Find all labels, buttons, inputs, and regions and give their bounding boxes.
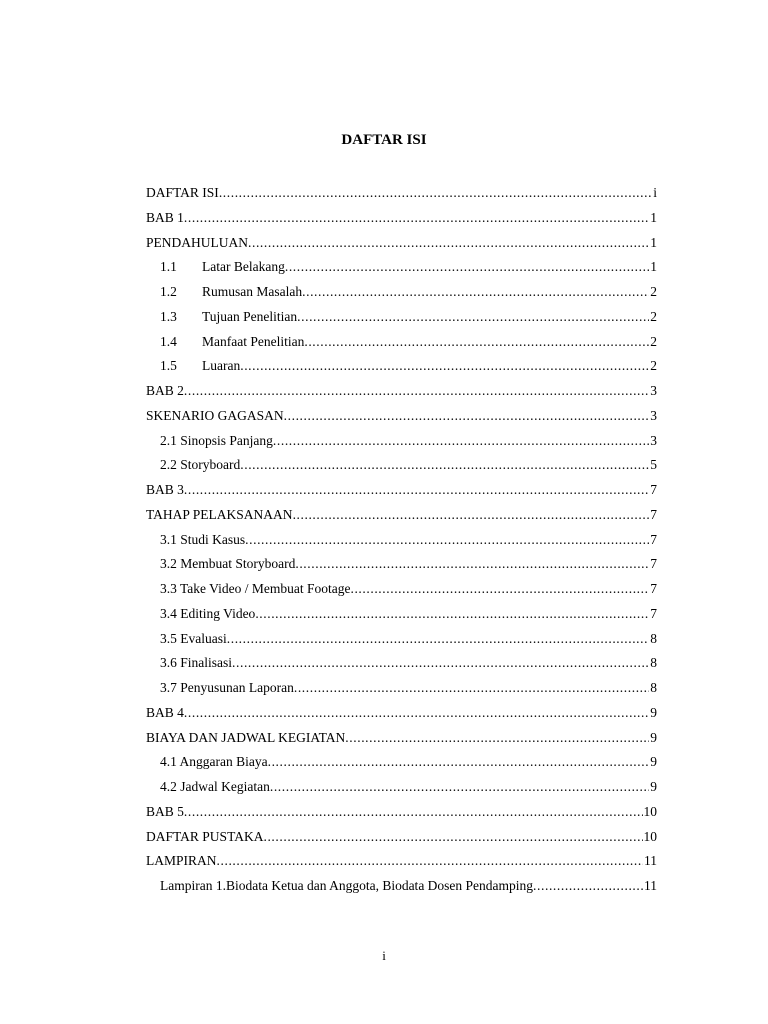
toc-entry-label: 3.5 Evaluasi	[160, 630, 227, 646]
toc-entry-label: Manfaat Penelitian	[202, 333, 305, 349]
table-of-contents	[146, 184, 657, 902]
dot-leader	[304, 333, 649, 351]
toc-entry[interactable]	[146, 456, 657, 481]
toc-entry[interactable]	[146, 654, 657, 679]
toc-entry-page-number: 8	[650, 655, 657, 671]
toc-entry-number: 1.5	[160, 358, 177, 374]
dot-leader	[255, 605, 649, 623]
toc-entry-page-number: 7	[650, 605, 657, 621]
toc-entry[interactable]	[146, 555, 657, 580]
dot-leader	[184, 481, 649, 499]
toc-entry-label: BAB 2	[146, 383, 184, 398]
toc-entry[interactable]	[146, 605, 657, 630]
toc-entry[interactable]	[146, 258, 657, 283]
toc-entry[interactable]	[146, 580, 657, 605]
toc-entry[interactable]	[146, 432, 657, 457]
dot-leader	[284, 407, 650, 425]
toc-entry[interactable]	[146, 778, 657, 803]
dot-leader	[217, 852, 643, 870]
toc-entry-page-number: 9	[650, 754, 657, 770]
toc-entry-label: 2.2 Storyboard	[160, 457, 241, 473]
toc-entry[interactable]	[146, 803, 657, 828]
toc-entry-label: BIAYA DAN JADWAL KEGIATAN	[146, 729, 346, 745]
toc-entry-label: TAHAP PELAKSANAAN	[146, 506, 293, 522]
toc-entry-label: PENDAHULUAN	[146, 234, 248, 250]
toc-entry-page-number: 10	[643, 828, 657, 844]
toc-entry[interactable]	[146, 753, 657, 778]
dot-leader	[184, 803, 643, 821]
toc-entry[interactable]	[146, 333, 657, 358]
dot-leader	[184, 382, 649, 400]
dot-leader	[533, 877, 643, 895]
dot-leader	[297, 308, 649, 326]
toc-entry-page-number: 3	[650, 432, 657, 448]
toc-entry[interactable]	[146, 308, 657, 333]
toc-entry[interactable]	[146, 407, 657, 432]
toc-entry[interactable]	[146, 531, 657, 556]
toc-entry-label: Latar Belakang	[202, 259, 285, 275]
toc-entry-label: 4.1 Anggaran Biaya	[160, 754, 268, 770]
page-number-footer: i	[382, 948, 386, 963]
dot-leader	[227, 630, 650, 648]
toc-entry[interactable]	[146, 704, 657, 729]
toc-entry[interactable]	[146, 630, 657, 655]
toc-entry-page-number: 2	[650, 308, 657, 324]
toc-entry-page-number: 11	[644, 853, 657, 869]
toc-entry-label: BAB 1	[146, 209, 184, 225]
toc-entry[interactable]	[146, 209, 657, 234]
toc-entry-page-number: 7	[650, 531, 657, 547]
dot-leader	[285, 258, 649, 276]
dot-leader	[293, 506, 650, 524]
toc-entry-page-number: 7	[650, 482, 657, 497]
toc-entry-page-number: 5	[650, 457, 657, 473]
toc-entry-label: LAMPIRAN	[146, 853, 217, 869]
toc-entry[interactable]	[146, 729, 657, 754]
toc-entry[interactable]	[146, 382, 657, 407]
page-title: DAFTAR ISI	[341, 132, 427, 148]
toc-entry-page-number: 7	[650, 556, 657, 572]
toc-entry-number: 1.2	[160, 284, 177, 299]
toc-entry-label: DAFTAR PUSTAKA	[146, 828, 264, 844]
toc-entry[interactable]	[146, 679, 657, 704]
toc-entry-label: 3.1 Studi Kasus	[160, 531, 246, 547]
toc-entry-label: Luaran	[202, 358, 241, 374]
toc-entry-number: 1.4	[160, 333, 177, 349]
dot-leader	[240, 357, 649, 375]
toc-entry-page-number: 2	[650, 358, 657, 374]
dot-leader	[268, 753, 650, 771]
toc-entry-number: 1.3	[160, 308, 177, 324]
toc-entry-page-number: i	[653, 185, 657, 200]
toc-entry-label: Tujuan Penelitian	[202, 308, 298, 324]
toc-entry-page-number: 3	[650, 407, 657, 423]
toc-entry-label: SKENARIO GAGASAN	[146, 407, 284, 423]
dot-leader	[248, 234, 649, 252]
toc-entry-label: 2.1 Sinopsis Panjang	[160, 432, 273, 448]
toc-entry-label: BAB 3	[146, 482, 184, 497]
dot-leader	[219, 184, 652, 202]
toc-entry-page-number: 11	[644, 878, 657, 893]
dot-leader	[184, 209, 649, 227]
dot-leader	[263, 828, 642, 846]
toc-entry[interactable]	[146, 283, 657, 308]
toc-entry-page-number: 2	[650, 333, 657, 349]
toc-entry-label: BAB 4	[146, 704, 184, 720]
toc-entry[interactable]	[146, 828, 657, 853]
dot-leader	[295, 555, 649, 573]
dot-leader	[350, 580, 649, 598]
toc-entry[interactable]	[146, 506, 657, 531]
dot-leader	[240, 456, 649, 474]
toc-entry-page-number: 9	[650, 729, 657, 745]
toc-entry-page-number: 1	[650, 259, 657, 275]
toc-entry-label: Rumusan Masalah	[202, 284, 303, 299]
dot-leader	[302, 283, 649, 301]
dot-leader	[184, 704, 649, 722]
toc-entry[interactable]	[146, 877, 657, 902]
toc-entry-page-number: 9	[650, 779, 657, 794]
toc-entry[interactable]	[146, 481, 657, 506]
toc-entry-page-number: 1	[650, 209, 657, 225]
toc-entry-label: DAFTAR ISI	[146, 185, 219, 200]
toc-entry-page-number: 7	[650, 506, 657, 522]
toc-entry-page-number: 2	[650, 284, 657, 299]
toc-entry-number: 1.1	[160, 259, 177, 275]
toc-entry-page-number: 8	[650, 680, 657, 695]
toc-entry-page-number: 10	[643, 803, 657, 819]
toc-entry-label: 3.7 Penyusunan Laporan	[160, 680, 294, 695]
toc-entry-label: Lampiran 1.Biodata Ketua dan Anggota, Biodata Dosen Pendamping	[160, 878, 534, 893]
dot-leader	[345, 729, 649, 747]
dot-leader	[245, 531, 649, 549]
toc-entry-label: 4.2 Jadwal Kegiatan	[160, 779, 270, 794]
toc-entry-page-number: 9	[650, 704, 657, 720]
toc-entry-page-number: 7	[650, 581, 657, 596]
toc-entry-page-number: 1	[650, 234, 657, 250]
dot-leader	[232, 654, 649, 672]
toc-entry-page-number: 3	[650, 383, 657, 398]
toc-entry[interactable]	[146, 234, 657, 259]
toc-entry[interactable]	[146, 852, 657, 877]
toc-entry-label: 3.6 Finalisasi	[160, 655, 233, 671]
dot-leader	[270, 778, 649, 796]
dot-leader	[294, 679, 649, 697]
toc-entry[interactable]	[146, 357, 657, 382]
toc-entry[interactable]	[146, 184, 657, 209]
toc-entry-label: BAB 5	[146, 803, 184, 819]
dot-leader	[273, 432, 649, 450]
toc-entry-label: 3.4 Editing Video	[160, 605, 256, 621]
toc-entry-label: 3.3 Take Video / Membuat Footage	[160, 581, 351, 596]
toc-entry-page-number: 8	[650, 630, 657, 646]
toc-entry-label: 3.2 Membuat Storyboard	[160, 556, 296, 572]
